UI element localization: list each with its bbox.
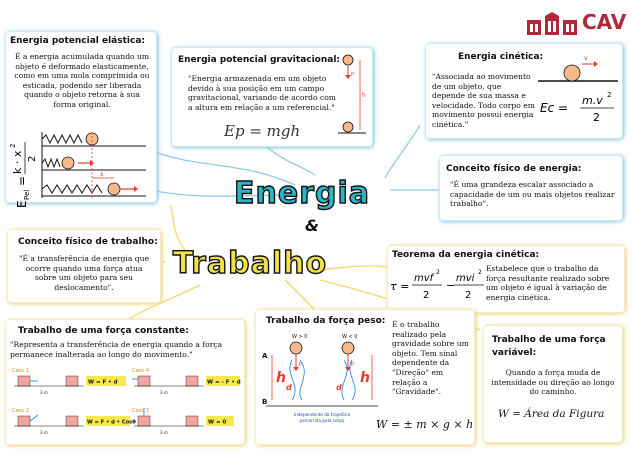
gravitacional-title: Energia potencial gravitacional: [178, 55, 341, 65]
case-1 [12, 368, 126, 395]
variavel-formula: W = Área da Figura [498, 408, 605, 420]
case-2-label: Caso 2 [12, 408, 29, 414]
peso-h-right: h [360, 370, 370, 386]
case-4 [132, 368, 241, 395]
logo [526, 10, 626, 38]
elastica-formula-exp: 2 [9, 143, 17, 148]
svg-text:E: E [15, 200, 29, 208]
case-4-dist: 3 m [160, 390, 168, 395]
moving-ball-figure [538, 54, 618, 84]
cinetica-text: "Associada ao movimento de um objeto, que depende de sua massa e velocidade. Todo corpo em movimento possui energia cinética." [432, 72, 535, 129]
case-1-dist: 3 m [40, 390, 48, 395]
building-icon [526, 12, 578, 36]
elastica-formula-graphic [9, 136, 38, 208]
card-forca-variavel [484, 326, 622, 442]
card-energia-cinetica [426, 44, 622, 138]
teorema-minus: − [446, 279, 456, 292]
case-1-label: Caso 1 [12, 368, 29, 374]
height-figure [338, 52, 368, 142]
card-forca-peso [256, 310, 474, 444]
case-2-dist: 3 m [40, 430, 48, 435]
teorema-exp-b: 2 [478, 269, 482, 276]
case-3-dist: 3 m [160, 430, 168, 435]
cinetica-formula [540, 90, 620, 130]
teorema-den-a: 2 [423, 290, 430, 301]
energia-title: Energia [234, 176, 370, 211]
variavel-text: Quando a força muda de intensidade ou direção ao longo do caminho. [491, 368, 615, 397]
variavel-title: Trabalho de uma força variável: [492, 335, 606, 358]
constante-cases-figure [10, 364, 242, 442]
peso-p-left: P [299, 362, 303, 368]
teorema-tau: τ = [390, 280, 410, 293]
teorema-formula [390, 264, 486, 308]
peso-caption-2: percorrida pelo corpo [299, 418, 345, 423]
elastica-title: Energia potencial elástica: [10, 36, 145, 46]
peso-p-right: P [351, 362, 355, 368]
moving-ball-v-label: v [584, 55, 588, 62]
constante-text: "Representa a transferência de energia quando a força permanece inalterada ao longo do movimento." [10, 340, 223, 359]
height-p-label: P [351, 72, 355, 78]
height-h-label: h [362, 92, 366, 99]
spring-x-label: x [100, 171, 104, 178]
teorema-title: Teorema da energia cinética: [392, 250, 540, 260]
cinetica-formula-num: m.v [582, 94, 603, 107]
elastica-formula-sub: Pel [23, 189, 31, 200]
teorema-b: mvi [456, 273, 475, 284]
elastica-formula-num: k · x [11, 150, 24, 174]
gravitacional-text: "Energia armazenada em um objeto devido à sua posição em um campo gravitacional, variando de acordo com a altura em relação a um referencial." [188, 74, 337, 112]
peso-title: Trabalho da força peso: [266, 316, 386, 326]
center-title [170, 165, 380, 305]
cinetica-formula-den: 2 [593, 111, 600, 124]
peso-caption-1: Independente da trajetória [293, 412, 351, 417]
card-conceito-trabalho [8, 230, 160, 302]
peso-w-pos: W > 0 [292, 334, 308, 340]
constante-title: Trabalho de uma força constante: [18, 326, 189, 336]
peso-text: É o trabalho realizado pela gravidade sobre um objeto. Tem sinal dependente da "Direção" em relação a "Gravidade". [392, 320, 469, 397]
peso-figure [262, 330, 382, 426]
cinetica-formula-exp: 2 [607, 91, 612, 99]
card-teorema [388, 246, 624, 312]
conceito-trabalho-title: Conceito físico de trabalho: [18, 237, 158, 247]
elastica-text: É a energia acumulada quando um objeto é deformado elasticamente, como em uma mola comprimida ou esticada, podendo ser liberada quando o objeto retorna à sua forma original. [14, 52, 150, 109]
case-3-eq: W = 0 [208, 419, 227, 426]
elastica-formula-den: 2 [27, 155, 38, 162]
case-2-eq: W = F • d • Cosθ [87, 419, 136, 426]
card-energia-gravitacional [172, 48, 372, 146]
cinetica-formula-left: Ec = [540, 101, 569, 115]
gravitacional-formula: Ep = mgh [224, 122, 301, 140]
teorema-den-b: 2 [465, 290, 472, 301]
card-forca-constante [6, 320, 244, 444]
teorema-text: Estabelece que o trabalho da força resultante realizado sobre um objeto é igual à variação de energia cinética. [486, 264, 610, 302]
case-3 [132, 408, 234, 435]
conceito-trabalho-text: "É a transferência de energia que ocorre quando uma força atua sobre um objeto para seu deslocamento". [18, 254, 150, 292]
peso-a-label: A [262, 352, 268, 360]
case-4-label: Caso 4 [132, 368, 149, 374]
peso-h-left: h [276, 370, 286, 386]
logo-text: CAV [582, 10, 627, 34]
peso-b-label: B [262, 398, 268, 406]
cinetica-title: Energia cinética: [458, 52, 544, 62]
teorema-a: mvf [414, 273, 434, 284]
peso-formula: W = ± m × g × h [376, 418, 474, 431]
svg-text:=: = [15, 175, 29, 186]
conceito-energia-text: "É uma grandeza escalar associado a capacidade de um ou mais objetos realizar trabalho". [450, 180, 615, 209]
case-4-eq: W = - F • d [207, 379, 241, 386]
peso-d-right: d [336, 383, 342, 392]
card-energia-elastica [6, 32, 156, 208]
peso-d-left: d [286, 383, 292, 392]
ampersand: & [305, 216, 319, 235]
spring-figure [38, 130, 148, 200]
conceito-energia-title: Conceito físico de energia: [446, 164, 582, 174]
case-2 [12, 408, 136, 435]
teorema-exp-a: 2 [436, 269, 440, 276]
case-3-label: Caso 3 [132, 408, 149, 414]
case-1-eq: W = F • d [88, 379, 118, 386]
trabalho-title: Trabalho [172, 246, 328, 281]
card-conceito-energia [440, 156, 622, 220]
peso-w-neg: W < 0 [342, 334, 358, 340]
